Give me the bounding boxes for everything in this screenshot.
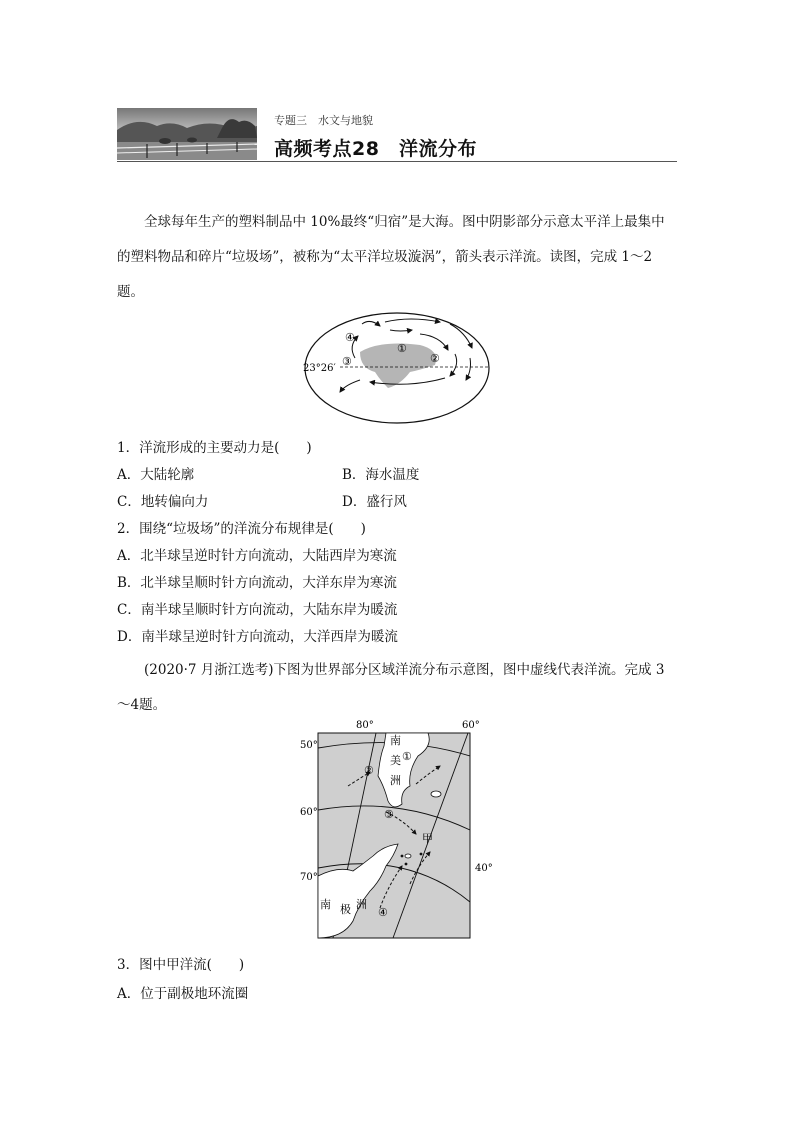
question-1-stem: 1．洋流形成的主要动力是( ) [117, 440, 312, 456]
figure1-marker-4: ④ [345, 331, 355, 344]
figure2-current-jia: 甲 [422, 832, 433, 845]
question-1-option-b[interactable]: B．海水温度 [342, 467, 420, 483]
figure-southern-ocean-map [298, 716, 498, 942]
header-divider [117, 161, 677, 162]
question-2-option-c[interactable]: C．南半球呈顺时针方向流动，大陆东岸为暖流 [117, 602, 398, 618]
figure1-marker-1: ① [397, 342, 407, 355]
figure2-place-nan2: 南 [320, 898, 331, 911]
figure2-place-zhou: 洲 [390, 774, 401, 787]
figure2-marker-4: ④ [378, 906, 388, 919]
figure2-lat-50: 50° [300, 740, 318, 751]
intro-paragraph-1: 全球每年生产的塑料制品中 10%最终“归宿”是大海。图中阴影部分示意太平洋上最集中的塑料物品和碎片“垃圾场”，被称为“太平洋垃圾漩涡”，箭头表示洋流。读图，完成 1～2题。 [117, 214, 665, 300]
header-photo [117, 108, 257, 160]
figure2-lon-60: 60° [462, 720, 480, 731]
figure2-marker-3: ③ [384, 808, 394, 821]
question-2-option-a[interactable]: A．北半球呈逆时针方向流动，大陆西岸为寒流 [117, 548, 397, 564]
question-3-stem: 3．图中甲洋流( ) [117, 957, 245, 973]
figure2-marker-1: ① [402, 750, 412, 763]
figure2-lat-70: 70° [300, 872, 318, 883]
figure2-lat-40: 40° [475, 863, 493, 874]
figure2-lon-80: 80° [356, 720, 374, 731]
question-1-option-d[interactable]: D．盛行风 [342, 494, 407, 510]
question-2-option-d[interactable]: D．南半球呈逆时针方向流动，大洋西岸为暖流 [117, 629, 398, 645]
figure2-lat-60: 60° [300, 807, 318, 818]
figure1-marker-2: ② [430, 352, 440, 365]
intro-paragraph-2: (2020·7 月浙江选考)下图为世界部分区域洋流分布示意图，图中虚线代表洋流。完成 3～4题。 [117, 662, 665, 713]
figure2-place-ji: 极 [340, 903, 351, 916]
figure2-place-nan: 南 [390, 734, 401, 747]
figure2-place-zhou2: 洲 [356, 898, 367, 911]
figure2-place-mei: 美 [390, 754, 401, 767]
figure1-marker-3: ③ [342, 355, 352, 368]
question-1-option-a[interactable]: A．大陆轮廓 [117, 467, 195, 483]
figure-pacific-gyre [300, 310, 495, 428]
question-2-stem: 2．围绕“垃圾场”的洋流分布规律是( ) [117, 521, 366, 537]
question-3-option-a[interactable]: A．位于副极地环流圈 [117, 986, 249, 1002]
question-2-option-b[interactable]: B．北半球呈顺时针方向流动，大洋东岸为寒流 [117, 575, 397, 591]
question-1-option-c[interactable]: C．地转偏向力 [117, 494, 209, 510]
figure2-marker-2: ② [364, 764, 374, 777]
section-subtitle: 专题三 水文与地貌 [274, 114, 373, 127]
page-header [117, 108, 677, 160]
figure1-latitude-label: 23°26′ [303, 363, 336, 374]
page-title: 高频考点28 洋流分布 [274, 138, 477, 160]
